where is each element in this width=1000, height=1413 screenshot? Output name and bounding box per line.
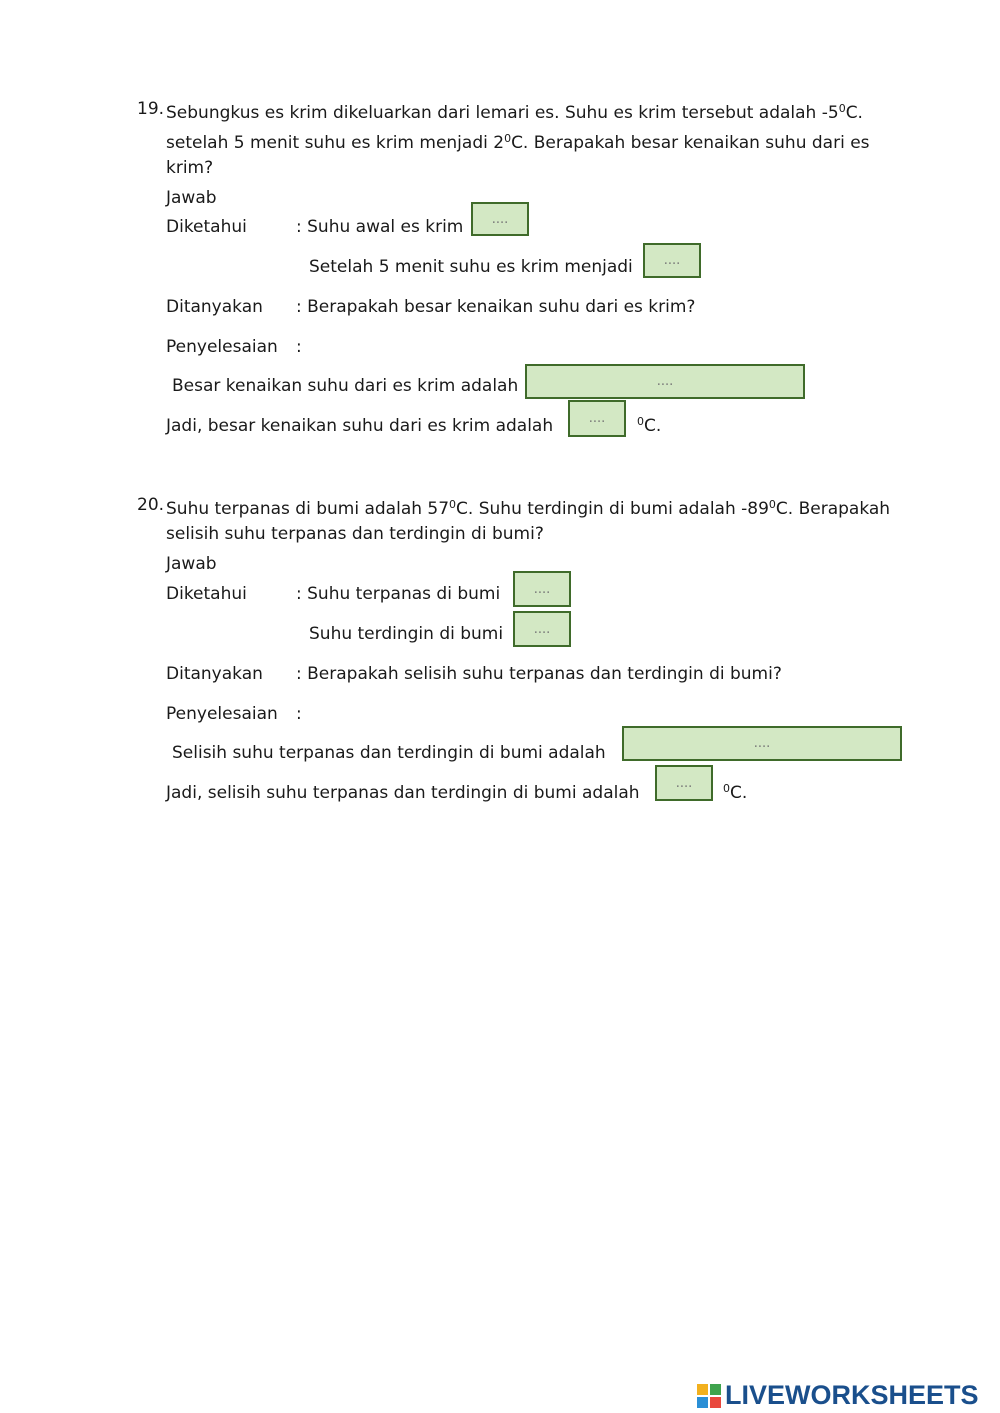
liveworksheets-brand-text: LIVEWORKSHEETS xyxy=(725,1380,979,1410)
q20-ditanyakan-label: Ditanyakan xyxy=(166,664,263,684)
q20-diketahui-label: Diketahui xyxy=(166,584,247,604)
q19-diketahui-label: Diketahui xyxy=(166,217,247,237)
q19-solution-label: Besar kenaikan suhu dari es krim adalah xyxy=(172,376,519,396)
q20-penyelesaian-colon: : xyxy=(296,704,302,724)
q19-jawab: Jawab xyxy=(166,188,217,208)
q20-answer-box-coldest[interactable] xyxy=(513,611,571,647)
q20-conclusion-label: Jadi, selisih suhu terpanas dan terdingin di bumi adalah xyxy=(166,783,640,803)
q19-penyelesaian-colon: : xyxy=(296,337,302,357)
q20-jawab: Jawab xyxy=(166,554,217,574)
q20-solution-label: Selisih suhu terpanas dan terdingin di bumi adalah xyxy=(172,743,606,763)
q19-text-line1: Sebungkus es krim dikeluarkan dari lemari es. Suhu es krim tersebut adalah $-5^0C$. xyxy=(166,102,863,123)
q20-answer-box-calculation[interactable] xyxy=(622,726,902,761)
q20-penyelesaian-label: Penyelesaian xyxy=(166,704,278,724)
q20-unit: $^0$C. xyxy=(723,782,748,803)
q19-text-line2: setelah 5 menit suhu es krim menjadi $2^0C$. Berapakah besar kenaikan suhu dari es xyxy=(166,132,870,153)
q20-text-line1: Suhu terpanas di bumi adalah $57^0C$. Suhu terdingin di bumi adalah $-89^0C$. Berapakah xyxy=(166,498,891,519)
q19-ditanyakan-text: : Berapakah besar kenaikan suhu dari es krim? xyxy=(296,297,696,317)
q19-number: 19. xyxy=(137,99,165,119)
q20-diketahui-1: : Suhu terpanas di bumi xyxy=(296,584,501,604)
q19-conclusion-label: Jadi, besar kenaikan suhu dari es krim adalah xyxy=(166,416,554,436)
q19-unit: $^0$C. xyxy=(637,415,662,436)
q20-diketahui-2: Suhu terdingin di bumi xyxy=(309,624,504,644)
q20-answer-box-hottest[interactable] xyxy=(513,571,571,607)
q19-answer-box-result[interactable] xyxy=(568,400,626,437)
q19-diketahui-2: Setelah 5 menit suhu es krim menjadi xyxy=(309,257,633,277)
q20-number: 20. xyxy=(137,495,165,515)
q19-text-line3: krim? xyxy=(166,158,214,178)
q20-answer-box-result[interactable] xyxy=(655,765,713,801)
liveworksheets-logo xyxy=(697,1378,997,1412)
q19-ditanyakan-label: Ditanyakan xyxy=(166,297,263,317)
q19-penyelesaian-label: Penyelesaian xyxy=(166,337,278,357)
q20-ditanyakan-text: : Berapakah selisih suhu terpanas dan terdingin di bumi? xyxy=(296,664,782,684)
q19-answer-box-calculation[interactable] xyxy=(525,364,805,399)
liveworksheets-mark-icon xyxy=(697,1384,721,1408)
q19-answer-box-final-temp[interactable] xyxy=(643,243,701,278)
q19-diketahui-1: : Suhu awal es krim xyxy=(296,217,464,237)
q20-text-line2: selisih suhu terpanas dan terdingin di bumi? xyxy=(166,524,544,544)
q19-answer-box-initial-temp[interactable] xyxy=(471,202,529,236)
